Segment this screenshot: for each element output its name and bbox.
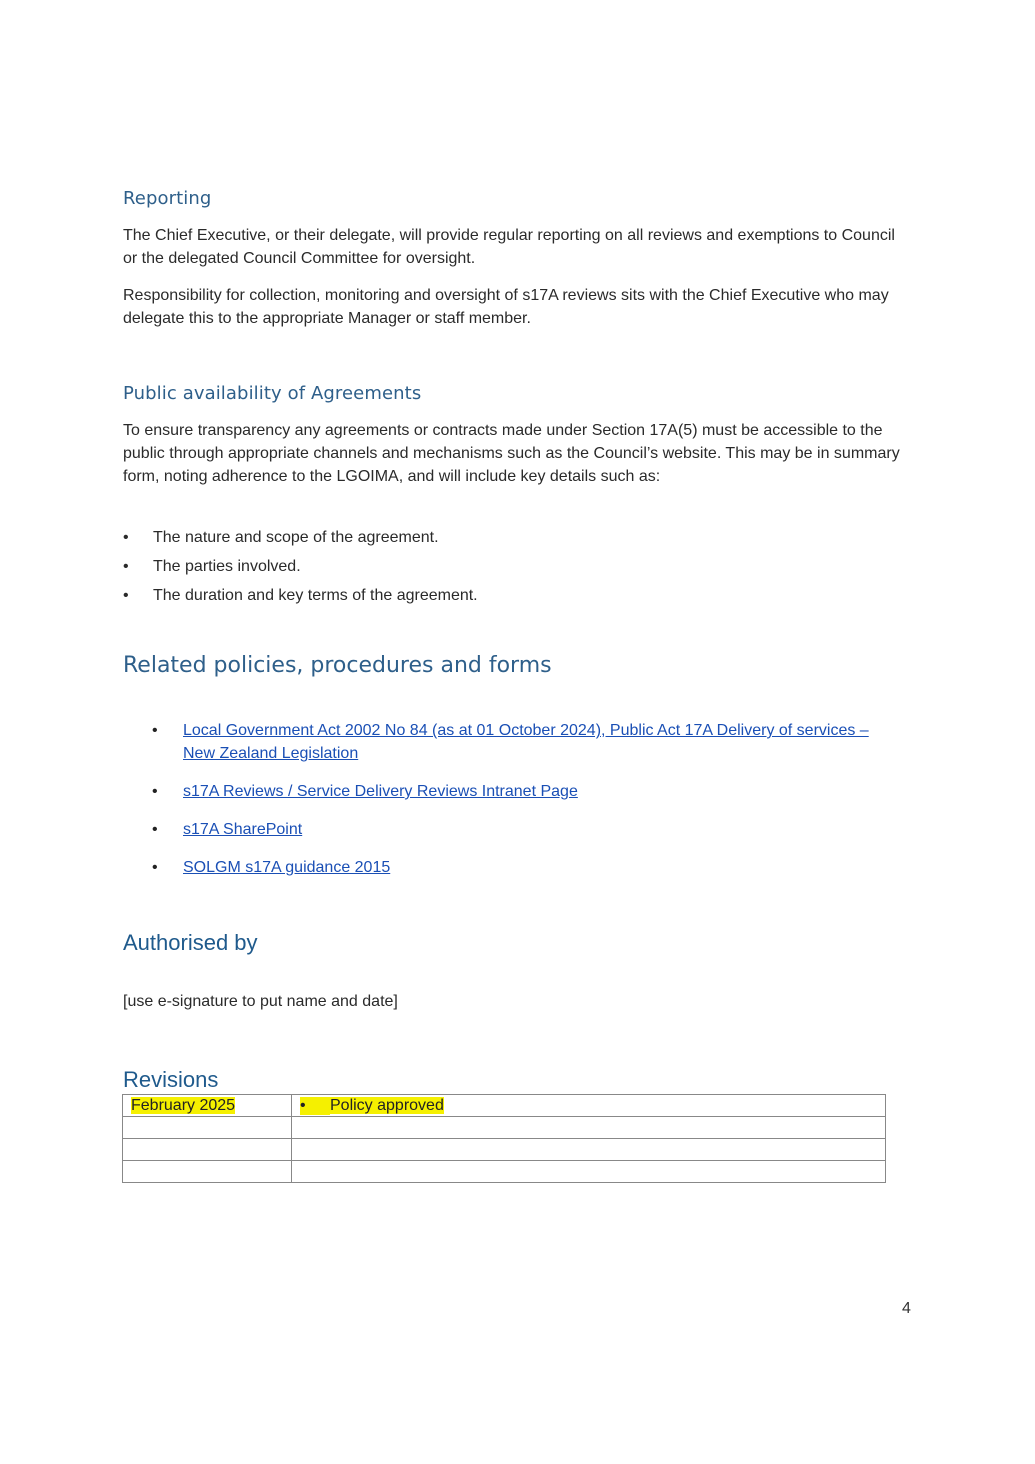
table-row	[123, 1117, 886, 1139]
authorised-by-heading: Authorised by	[123, 930, 258, 955]
related-policies-heading: Related policies, procedures and forms	[123, 653, 552, 678]
link-local-government-act[interactable]: Local Government Act 2002 No 84 (as at 01 October 2024), Public Act 17A Delivery of services – New Zealand Legislation	[183, 722, 869, 762]
public-availability-heading: Public availability of Agreements	[123, 383, 422, 404]
reporting-paragraph-1: The Chief Executive, or their delegate, will provide regular reporting on all reviews and exemptions to Council or the delegated Council Committee for oversight.	[123, 227, 895, 267]
list-item: • s17A Reviews / Service Delivery Reviews Intranet Page	[152, 783, 578, 800]
table-row	[123, 1139, 886, 1161]
table-cell	[123, 1117, 292, 1139]
public-availability-intro: To ensure transparency any agreements or contracts made under Section 17A(5) must be accessible to the public through appropriate channels and mechanisms such as the Council’s website. This may be in summary form, noting adherence to the LGOIMA, and will include key details such as:	[123, 422, 900, 485]
table-row	[123, 1095, 886, 1117]
agreement-details-list	[123, 523, 478, 610]
table-cell	[123, 1139, 292, 1161]
reporting-paragraph-2: Responsibility for collection, monitoring and oversight of s17A reviews sits with the Chief Executive who may delegate this to the appropriate Manager or staff member.	[123, 287, 889, 327]
signature-placeholder: [use e-signature to put name and date]	[123, 993, 398, 1010]
page-number: 4	[902, 1300, 911, 1317]
list-item: • SOLGM s17A guidance 2015	[152, 859, 391, 876]
related-links-list	[152, 719, 902, 894]
link-s17a-sharepoint[interactable]: s17A SharePoint	[183, 821, 303, 838]
list-item: • The duration and key terms of the agreement.	[123, 587, 478, 604]
list-item: • s17A SharePoint	[152, 821, 303, 838]
reporting-heading: Reporting	[123, 188, 212, 209]
link-solgm-guidance[interactable]: SOLGM s17A guidance 2015	[183, 859, 391, 876]
table-cell	[292, 1161, 886, 1183]
list-item: • Local Government Act 2002 No 84 (as at 01 October 2024), Public Act 17A Delivery of services – New Zealand Legislation	[152, 722, 869, 762]
table-cell-date: February 2025	[123, 1095, 292, 1117]
table-cell-change: • Policy approved	[292, 1095, 886, 1117]
table-cell	[292, 1139, 886, 1161]
table-cell	[123, 1161, 292, 1183]
table-row	[123, 1161, 886, 1183]
list-item: • The parties involved.	[123, 558, 301, 575]
table-cell	[292, 1117, 886, 1139]
revisions-table	[122, 1094, 886, 1183]
revisions-heading: Revisions	[123, 1067, 219, 1092]
link-s17a-intranet-page[interactable]: s17A Reviews / Service Delivery Reviews Intranet Page	[183, 783, 578, 800]
list-item: • The nature and scope of the agreement.	[123, 529, 439, 546]
